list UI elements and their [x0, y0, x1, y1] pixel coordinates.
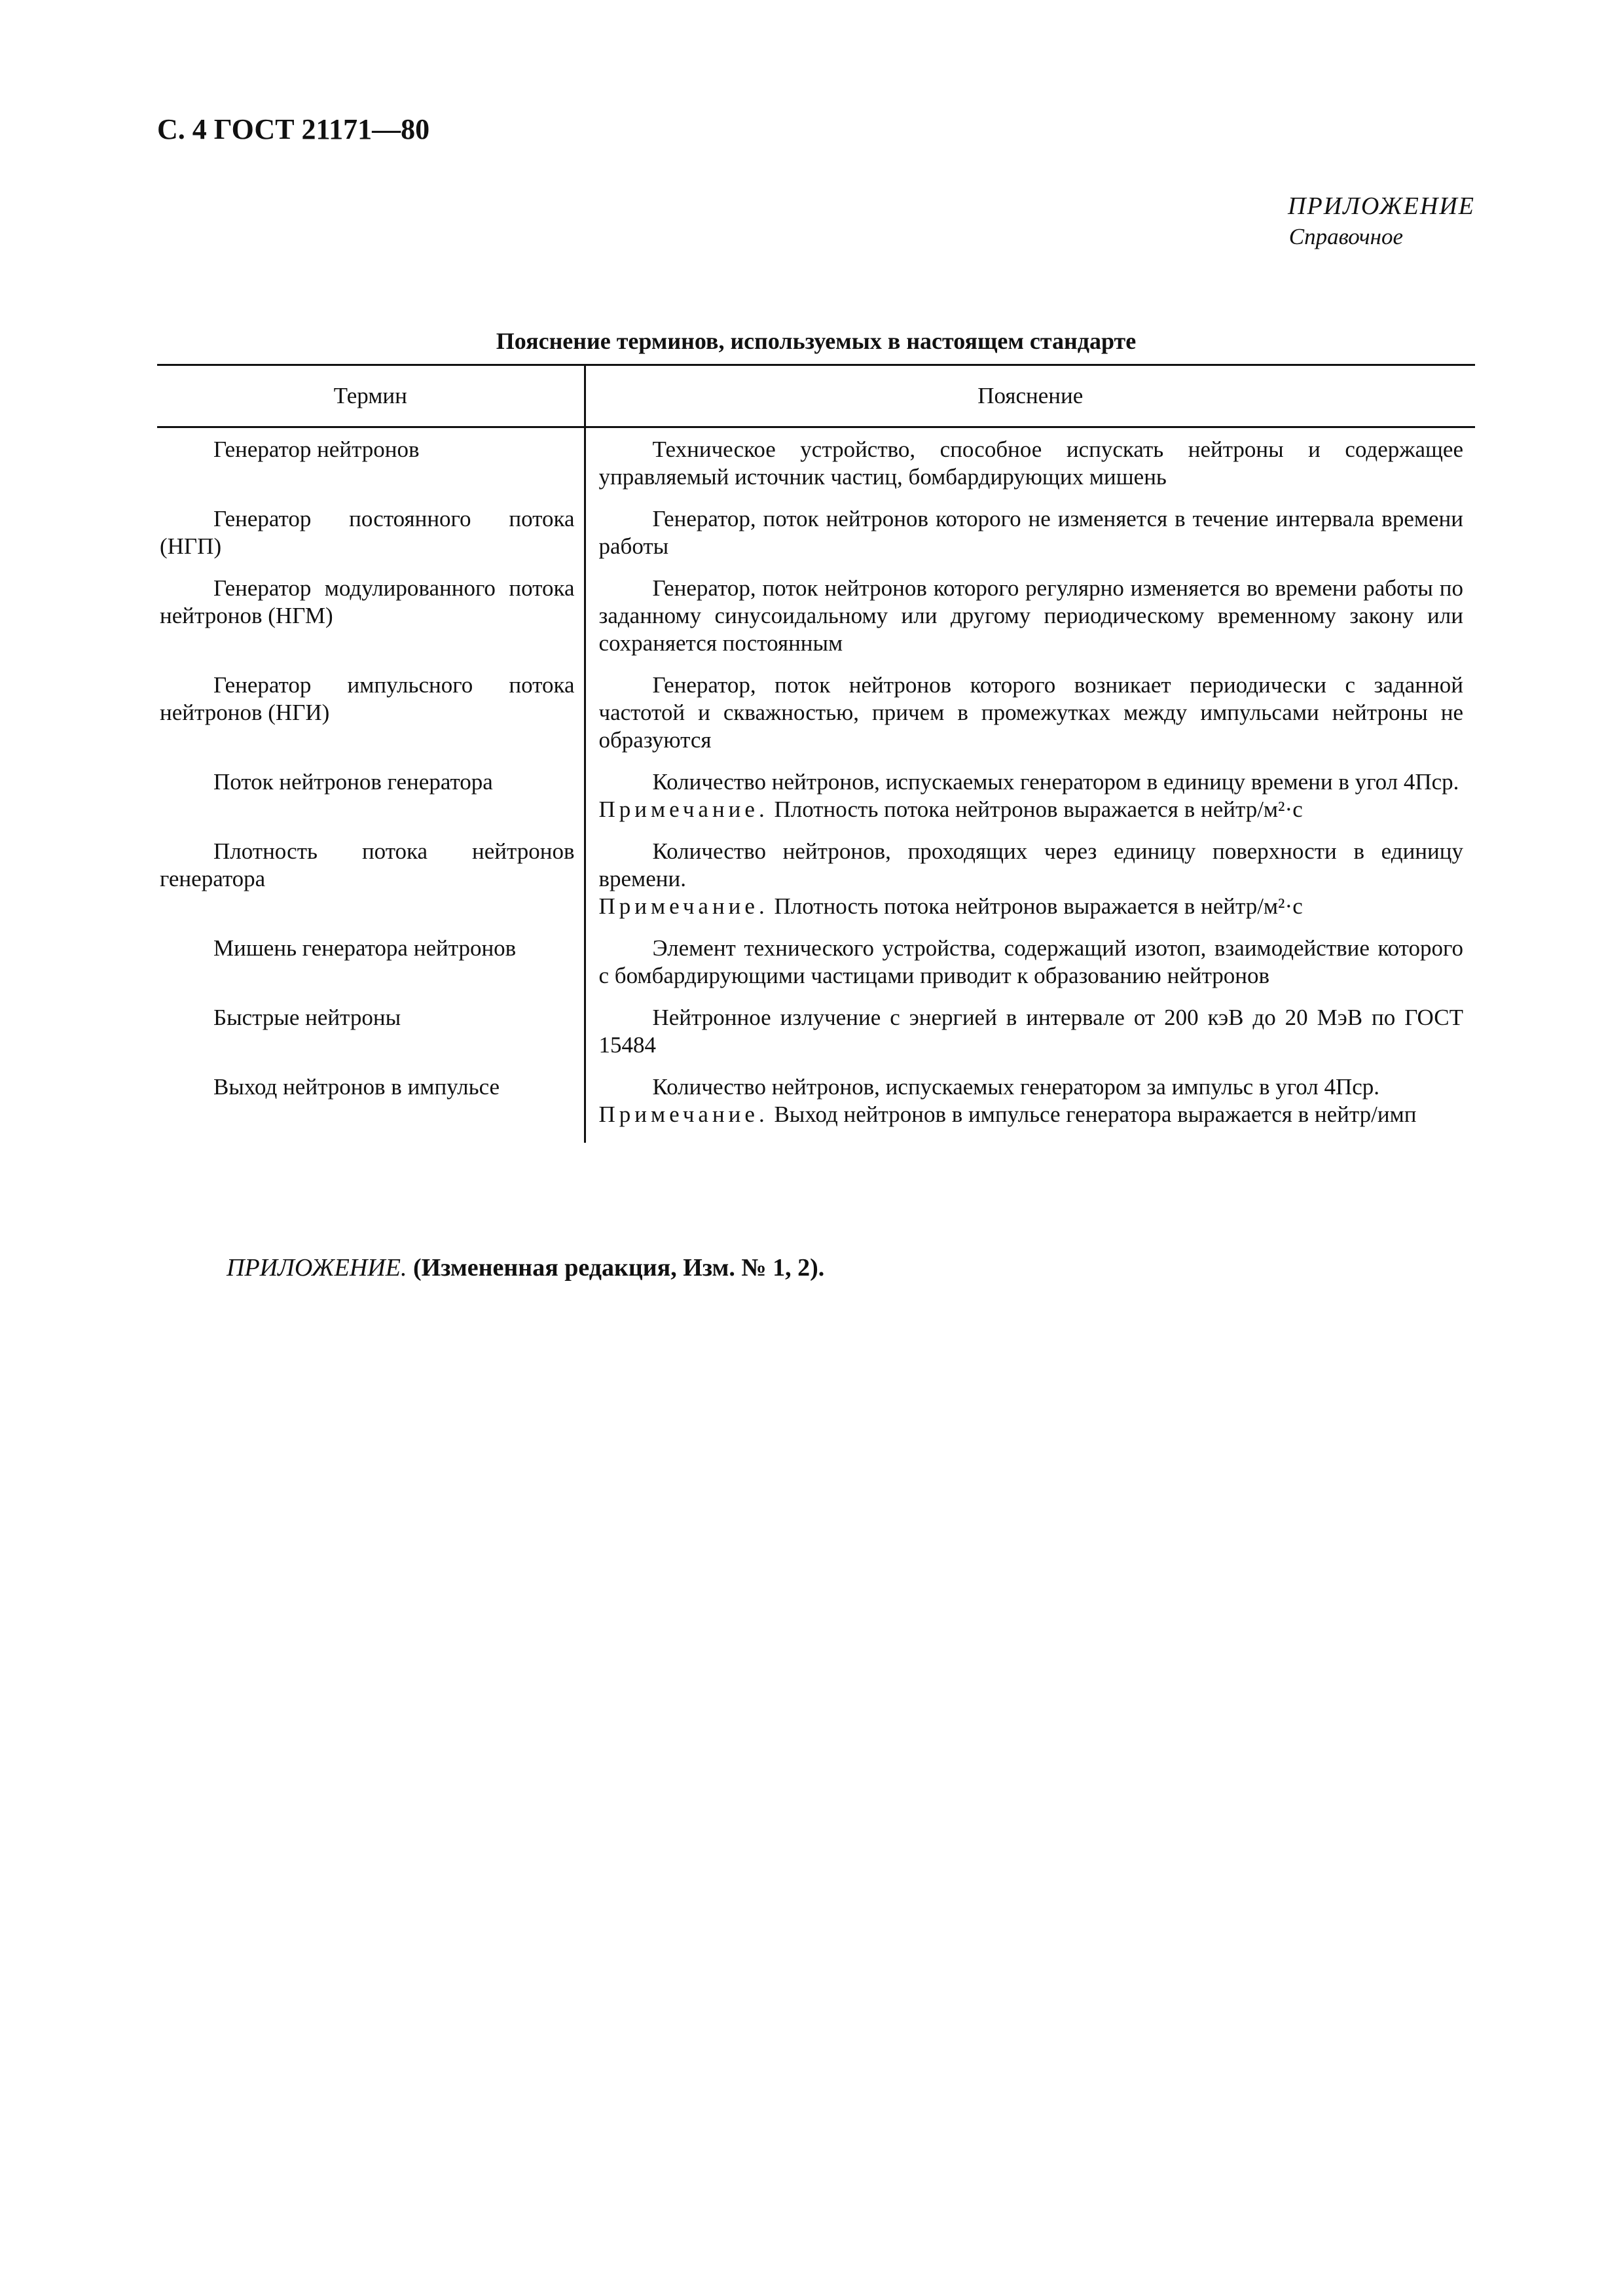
- explanation-cell: [585, 935, 1475, 1004]
- appendix-title: ПРИЛОЖЕНИЕ: [1288, 192, 1475, 220]
- term-cell: [157, 1004, 585, 1073]
- note-label: Примечание.: [598, 893, 769, 919]
- table-row: [157, 1004, 1475, 1073]
- term-text: Генератор нейтронов: [213, 437, 420, 462]
- note-label: Примечание.: [598, 797, 769, 822]
- page-header: С. 4 ГОСТ 21171—80: [157, 113, 430, 145]
- term-cell: [157, 505, 585, 575]
- note-text: Плотность потока нейтронов выражается в нейтр/м²·с: [774, 797, 1303, 822]
- term-cell: [157, 768, 585, 838]
- table-row: [157, 1073, 1475, 1143]
- explanation-text: Нейтронное излучение с энергией в интервале от 200 кэВ до 20 МэВ по ГОСТ 15484: [598, 1005, 1463, 1058]
- table-row: [157, 935, 1475, 1004]
- explanation-cell: [585, 838, 1475, 935]
- term-text: Выход нейтронов в импульсе: [213, 1074, 500, 1100]
- explanation-text: Техническое устройство, способное испускать нейтроны и содержащее управляемый источник частиц, бомбардирующих мишень: [598, 437, 1463, 490]
- term-cell: [157, 672, 585, 768]
- explanation-text: Генератор, поток нейтронов которого возникает периодически с заданной частотой и скважностью, причем в промежутках между импульсами нейтроны не образуются: [598, 672, 1463, 753]
- explanation-note: [586, 796, 1476, 823]
- table-caption: Пояснение терминов, используемых в настоящем стандарте: [496, 328, 1137, 354]
- terms-table: [157, 364, 1475, 1143]
- explanation-cell: [585, 672, 1475, 768]
- explanation-note: [586, 893, 1476, 920]
- term-cell: [157, 575, 585, 672]
- column-header-term: Термин: [157, 365, 585, 427]
- amendment-text: (Измененная редакция, Изм. № 1, 2).: [412, 1254, 825, 1282]
- term-cell: [157, 1073, 585, 1143]
- note-label: Примечание.: [598, 1102, 769, 1127]
- explanation-text: Генератор, поток нейтронов которого регулярно изменяется во времени работы по заданному синусоидальному или другому периодическому временному закону или сохраняется постоянным: [598, 575, 1463, 656]
- explanation-note: [586, 1101, 1476, 1128]
- amendment-appendix-label: ПРИЛОЖЕНИЕ.: [227, 1254, 407, 1282]
- explanation-text: Количество нейтронов, проходящих через единицу поверхности в единицу времени.: [598, 838, 1463, 891]
- term-cell: [157, 935, 585, 1004]
- amendment-note: [227, 1253, 824, 1282]
- explanation-cell: [585, 1073, 1475, 1143]
- term-cell: [157, 427, 585, 506]
- column-header-explanation: Пояснение: [977, 383, 1084, 408]
- explanation-text: Генератор, поток нейтронов которого не изменяется в течение интервала времени работы: [598, 506, 1463, 559]
- term-text: Генератор модулированного потока нейтронов (НГМ): [160, 575, 575, 628]
- term-text: Поток нейтронов генератора: [213, 769, 493, 795]
- explanation-cell: [585, 768, 1475, 838]
- term-text: Генератор импульсного потока нейтронов (НГИ): [160, 672, 575, 725]
- table-row: [157, 768, 1475, 838]
- explanation-text: Элемент технического устройства, содержащий изотоп, взаимодействие которого с бомбардирующими частицами приводит к образованию нейтронов: [598, 935, 1463, 988]
- table-row: [157, 505, 1475, 575]
- explanation-text: Количество нейтронов, испускаемых генератором в единицу времени в угол 4Пср.: [652, 769, 1459, 795]
- explanation-cell: [585, 1004, 1475, 1073]
- table-header-row: [157, 365, 1475, 427]
- term-cell: [157, 838, 585, 935]
- term-text: Быстрые нейтроны: [213, 1005, 401, 1030]
- note-text: Выход нейтронов в импульсе генератора выражается в нейтр/имп: [774, 1102, 1417, 1127]
- explanation-cell: [585, 505, 1475, 575]
- table-row: [157, 838, 1475, 935]
- table-row: [157, 575, 1475, 672]
- table-row: [157, 672, 1475, 768]
- term-text: Плотность потока нейтронов генератора: [160, 838, 575, 891]
- explanation-text: Количество нейтронов, испускаемых генератором за импульс в угол 4Пср.: [652, 1074, 1380, 1100]
- appendix-type: Справочное: [1288, 224, 1403, 249]
- explanation-cell: [585, 427, 1475, 506]
- explanation-cell: [585, 575, 1475, 672]
- appendix-block: [1288, 190, 1475, 251]
- table-row: [157, 427, 1475, 506]
- note-text: Плотность потока нейтронов выражается в нейтр/м²·с: [774, 893, 1303, 919]
- term-text: Мишень генератора нейтронов: [213, 935, 517, 961]
- term-text: Генератор постоянного потока (НГП): [160, 506, 575, 559]
